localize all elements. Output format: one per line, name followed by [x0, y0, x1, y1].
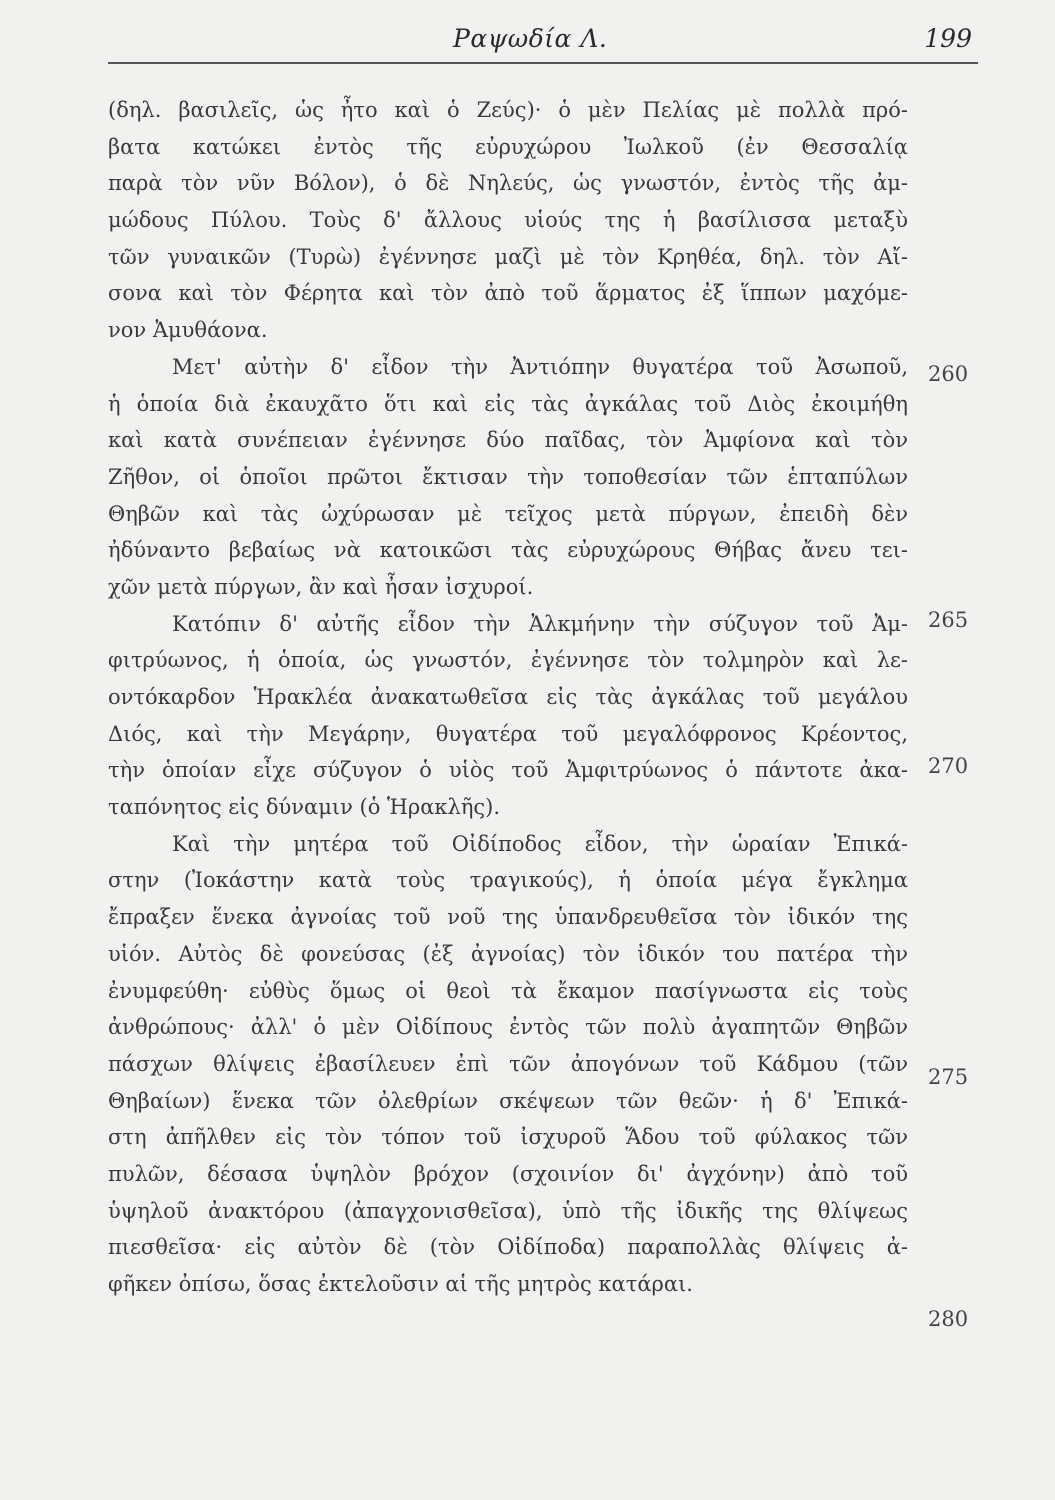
- text-line: τῶν γυναικῶν (Τυρὼ) ἐγέννησε μαζὶ μὲ τὸν Κρηθέα, δηλ. τὸν Αἴ-: [108, 244, 908, 269]
- text-line: Καὶ τὴν μητέρα τοῦ Οἰδίποδος εἶδον, τὴν ὡραίαν Ἐπικά-: [172, 831, 908, 856]
- text-line: πιεσθεῖσα· εἰς αὐτὸν δὲ (τὸν Οἰδίποδα) παραπολλὰς θλίψεις ἀ-: [108, 1235, 908, 1260]
- text-line: νον Ἀμυθάονα.: [108, 318, 268, 343]
- text-line: φιτρύωνος, ἡ ὁποία, ὡς γνωστόν, ἐγέννησε τὸν τολμηρὸν καὶ λε-: [108, 648, 908, 673]
- text-line: χῶν μετὰ πύργων, ἂν καὶ ἦσαν ἰσχυροί.: [108, 574, 534, 599]
- text-line: ἐνυμφεύθη· εὐθὺς ὅμως οἱ θεοὶ τὰ ἔκαμον πασίγνωστα εἰς τοὺς: [108, 978, 908, 1003]
- verse-number: 280: [928, 1307, 969, 1331]
- text-line: ἀνθρώπους· ἀλλ' ὁ μὲν Οἰδίπους ἐντὸς τῶν πολὺ ἀγαπητῶν Θηβῶν: [108, 1015, 908, 1040]
- verse-number: 260: [928, 362, 969, 386]
- text-line: ὑψηλοῦ ἀνακτόρου (ἀπαγχονισθεῖσα), ὑπὸ τῆς ἰδικῆς της θλίψεως: [108, 1198, 908, 1223]
- text-line: υἱόν. Αὐτὸς δὲ φονεύσας (ἐξ ἀγνοίας) τὸν ἰδικόν του πατέρα τὴν: [108, 941, 908, 966]
- body-text: [108, 92, 908, 1303]
- text-line: ἡ ὁποία διὰ ἐκαυχᾶτο ὅτι καὶ εἰς τὰς ἀγκάλας τοῦ Διὸς ἐκοιμήθη: [108, 391, 908, 416]
- text-line: βατα κατώκει ἐντὸς τῆς εὐρυχώρου Ἰωλκοῦ (ἐν Θεσσαλίᾳ: [108, 134, 908, 159]
- text-line: Μετ' αὐτὴν δ' εἶδον τὴν Ἀντιόπην θυγατέρα τοῦ Ἀσωποῦ,: [172, 354, 908, 379]
- text-line: τὴν ὁποίαν εἶχε σύζυγον ὁ υἱὸς τοῦ Ἀμφιτρύωνος ὁ πάντοτε ἀκα-: [108, 758, 908, 783]
- text-line: Κατόπιν δ' αὐτῆς εἶδον τὴν Ἀλκμήνην τὴν σύζυγον τοῦ Ἀμ-: [172, 611, 908, 636]
- text-line: στη ἀπῆλθεν εἰς τὸν τόπον τοῦ ἰσχυροῦ Ἅδου τοῦ φύλακος τῶν: [108, 1125, 908, 1150]
- page-number: 199: [924, 24, 972, 53]
- verse-number: 265: [928, 608, 969, 632]
- text-line: σονα καὶ τὸν Φέρητα καὶ τὸν ἀπὸ τοῦ ἅρματος ἐξ ἵππων μαχόμε-: [108, 281, 908, 306]
- text-line: ταπόνητος εἰς δύναμιν (ὁ Ἡρακλῆς).: [108, 795, 501, 820]
- text-line: στην (Ἰοκάστην κατὰ τοὺς τραγικούς), ἡ ὁποία μέγα ἔγκλημα: [108, 868, 908, 893]
- text-line: οντόκαρδον Ἡρακλέα ἀνακατωθεῖσα εἰς τὰς ἀγκάλας τοῦ μεγάλου: [108, 685, 908, 709]
- text-line: ἠδύναντο βεβαίως νὰ κατοικῶσι τὰς εὐρυχώρους Θήβας ἄνευ τει-: [108, 538, 908, 563]
- text-line: μώδους Πύλου. Τοὺς δ' ἄλλους υἱούς της ἡ βασίλισσα μεταξὺ: [108, 208, 908, 233]
- text-line: Διός, καὶ τὴν Μεγάρην, θυγατέρα τοῦ μεγαλόφρονος Κρέοντος,: [108, 721, 908, 746]
- chapter-title: Ραψωδία Λ.: [453, 24, 608, 53]
- verse-number: 270: [928, 754, 969, 778]
- text-line: πάσχων θλίψεις ἐβασίλευεν ἐπὶ τῶν ἀπογόνων τοῦ Κάδμου (τῶν: [108, 1051, 908, 1076]
- header-rule: [108, 62, 978, 64]
- running-head: [108, 24, 978, 64]
- verse-number: 275: [928, 1065, 969, 1089]
- text-line: καὶ κατὰ συνέπειαν ἐγέννησε δύο παῖδας, τὸν Ἀμφίονα καὶ τὸν: [108, 428, 908, 453]
- text-line: πυλῶν, δέσασα ὑψηλὸν βρόχον (σχοινίον δι' ἀγχόνην) ἀπὸ τοῦ: [108, 1161, 908, 1186]
- text-line: παρὰ τὸν νῦν Βόλον), ὁ δὲ Νηλεύς, ὡς γνωστόν, ἐντὸς τῆς ἀμ-: [108, 171, 908, 196]
- text-line: Ζῆθον, οἱ ὁποῖοι πρῶτοι ἔκτισαν τὴν τοποθεσίαν τῶν ἑπταπύλων: [108, 464, 908, 489]
- text-line: (δηλ. βασιλεῖς, ὡς ἦτο καὶ ὁ Ζεύς)· ὁ μὲν Πελίας μὲ πολλὰ πρό-: [108, 98, 908, 122]
- text-line: Θηβῶν καὶ τὰς ὠχύρωσαν μὲ τεῖχος μετὰ πύργων, ἐπειδὴ δὲν: [108, 501, 908, 526]
- text-line: ἔπραξεν ἕνεκα ἀγνοίας τοῦ νοῦ της ὑπανδρευθεῖσα τὸν ἰδικόν της: [108, 905, 908, 930]
- text-line: Θηβαίων) ἕνεκα τῶν ὀλεθρίων σκέψεων τῶν θεῶν· ἡ δ' Ἐπικά-: [108, 1088, 908, 1113]
- text-line: φῆκεν ὀπίσω, ὅσας ἐκτελοῦσιν αἱ τῆς μητρὸς κατάραι.: [108, 1272, 693, 1296]
